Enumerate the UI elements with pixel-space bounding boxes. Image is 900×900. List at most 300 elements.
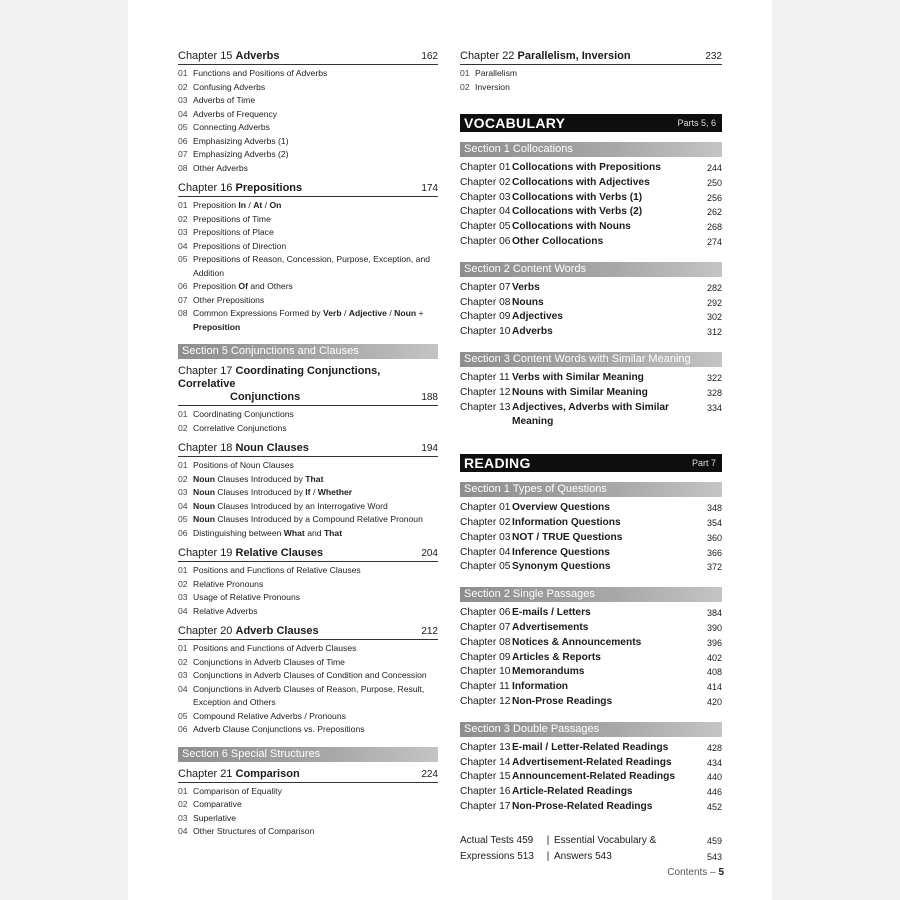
list-item	[178, 500, 438, 514]
chapter-row	[460, 770, 722, 785]
chapter-page: 452	[706, 801, 722, 812]
chapter-number: Chapter 12	[460, 695, 511, 707]
chapter-heading	[178, 182, 438, 197]
chapter-number: Chapter 21	[178, 767, 233, 780]
chapter-title: Parallelism, Inversion	[517, 50, 631, 62]
list-item	[178, 723, 438, 737]
chapter-block	[178, 182, 438, 334]
chapter-title: Non-Prose-Related Readings	[512, 800, 653, 812]
item-list	[178, 785, 438, 839]
chapter-title: Adverbs	[512, 326, 553, 338]
chapter-row	[460, 281, 722, 296]
chapter-page: 366	[706, 547, 722, 558]
chapter-block	[178, 768, 438, 839]
item-number: 04	[178, 605, 188, 616]
item-list	[178, 67, 438, 175]
item-text: Common Expressions Formed by Verb / Adjective / Noun + Preposition	[193, 308, 424, 332]
item-text: Prepositions of Time	[193, 213, 271, 224]
item-text: Functions and Positions of Adverbs	[193, 68, 328, 78]
list-item	[178, 148, 438, 162]
item-text: Prepositions of Direction	[193, 240, 287, 251]
chapter-number: Chapter 14	[460, 756, 511, 768]
chapter-number: Chapter 16	[178, 182, 233, 194]
chapter-heading	[178, 365, 438, 406]
item-number: 01	[460, 68, 470, 78]
part-title: READING	[464, 455, 531, 472]
chapter-number: Chapter 02	[460, 176, 511, 188]
item-number: 08	[178, 162, 188, 173]
chapter-page: 440	[706, 772, 722, 783]
chapter-number: Chapter 05	[460, 221, 511, 233]
item-text: Positions and Functions of Relative Clauses	[193, 565, 361, 575]
chapter-row	[460, 546, 722, 561]
chapter-row	[460, 401, 722, 431]
chapter-title-group	[178, 625, 319, 638]
item-number: 03	[178, 592, 188, 602]
chapter-title: Nouns with Similar Meaning	[512, 386, 648, 398]
list-item	[460, 67, 722, 81]
chapter-number: Chapter 11	[460, 681, 510, 693]
item-number: 03	[178, 95, 188, 105]
chapter-number: Chapter 03	[460, 531, 511, 543]
item-text: Conjunctions in Adverb Clauses of Reason, Purpose, Result, Exception and Others	[193, 683, 425, 707]
chapter-title: Nouns	[512, 296, 544, 308]
item-list	[178, 459, 438, 540]
chapter-row	[460, 161, 722, 176]
item-text: Noun Clauses Introduced by a Compound Relative Pronoun	[193, 514, 423, 524]
chapter-page: 428	[706, 742, 722, 753]
chapter-heading	[178, 625, 438, 640]
chapter-page: 268	[706, 222, 722, 233]
list-item	[178, 785, 438, 799]
item-text: Compound Relative Adverbs / Pronouns	[193, 710, 346, 721]
chapter-page: 354	[706, 517, 722, 528]
chapter-row	[460, 800, 722, 815]
chapter-number: Chapter 07	[460, 281, 511, 293]
chapter-title: Collocations with Nouns	[512, 221, 631, 233]
chapter-row	[460, 741, 722, 756]
list-item	[178, 656, 438, 670]
chapter-row	[460, 310, 722, 325]
part-label: Parts 5, 6	[677, 118, 716, 128]
chapter-page: 420	[706, 696, 722, 707]
item-text: Noun Clauses Introduced by If / Whether	[193, 487, 353, 497]
section-block	[460, 262, 722, 340]
item-text: Comparative	[193, 799, 242, 809]
item-text: Emphasizing Adverbs (1)	[193, 135, 289, 146]
chapter-page: 384	[706, 608, 722, 619]
list-item	[178, 591, 438, 605]
chapter-title: Article-Related Readings	[512, 786, 633, 798]
item-number: 07	[178, 294, 188, 305]
item-number: 02	[178, 422, 188, 433]
chapter-title: Advertisements	[512, 621, 589, 633]
appendix-item: Actual Tests 459	[460, 834, 534, 846]
chapter-number: Chapter 05	[460, 561, 511, 573]
item-text: Preposition Of and Others	[193, 281, 293, 291]
item-number: 02	[178, 81, 188, 92]
chapter-title: Relative Clauses	[235, 547, 323, 559]
list-item	[178, 240, 438, 254]
chapter-block	[178, 50, 438, 175]
item-number: 04	[178, 108, 188, 119]
list-item	[178, 473, 438, 487]
chapter-number: Chapter 18	[178, 442, 233, 454]
list-item	[178, 459, 438, 473]
chapter-page: 312	[706, 327, 722, 338]
chapter-title-group	[178, 442, 309, 455]
item-text: Other Adverbs	[193, 162, 248, 173]
item-text: Adverb Clause Conjunctions vs. Prepositions	[193, 724, 365, 734]
section-bar: Section 6 Special Structures	[178, 747, 438, 762]
chapter-page: 194	[421, 443, 438, 454]
chapter-heading	[178, 442, 438, 457]
chapter-number: Chapter 16	[460, 786, 511, 798]
chapter-title: Collocations with Verbs (1)	[512, 191, 643, 203]
chapter-title-group	[178, 365, 421, 404]
list-item	[178, 564, 438, 578]
list-item	[178, 307, 438, 334]
chapter-row	[460, 636, 722, 651]
footer-page-number: 5	[718, 867, 724, 878]
chapter-block	[178, 365, 438, 435]
chapter-title: Other Collocations	[512, 235, 604, 247]
section-block	[460, 482, 722, 575]
appendix-row	[460, 849, 722, 865]
chapter-page: 262	[706, 207, 722, 218]
chapter-page: 402	[706, 652, 722, 663]
chapter-page: 256	[706, 192, 722, 203]
chapter-page: 250	[706, 177, 722, 188]
item-text: Connecting Adverbs	[193, 122, 270, 132]
chapter-row	[460, 651, 722, 666]
item-number: 05	[178, 254, 188, 264]
part-label: Part 7	[691, 458, 716, 469]
chapter-page: 204	[421, 548, 438, 559]
chapter-row	[460, 756, 722, 771]
chapter-title: Notices & Announcements	[512, 636, 642, 648]
chapter-heading	[178, 768, 438, 783]
item-number: 02	[178, 213, 188, 224]
chapter-row	[460, 665, 722, 680]
chapter-block	[178, 625, 438, 737]
item-number: 01	[178, 200, 188, 210]
chapter-page: 360	[706, 532, 722, 543]
chapter-row	[460, 680, 722, 695]
chapter-number: Chapter 08	[460, 636, 511, 648]
item-text: Prepositions of Place	[193, 227, 274, 237]
chapter-number: Chapter 07	[460, 621, 511, 633]
chapter-title-group	[178, 50, 280, 63]
item-number: 01	[178, 785, 188, 796]
chapter-heading	[178, 50, 438, 65]
chapter-row	[460, 501, 722, 516]
item-text: Positions and Functions of Adverb Clauses	[193, 643, 357, 653]
item-list	[178, 199, 438, 334]
chapter-title: Advertisement-Related Readings	[512, 756, 672, 768]
item-text: Conjunctions in Adverb Clauses of Condition and Concession	[193, 670, 427, 680]
section-bar: Section 1 Collocations	[460, 142, 722, 157]
item-number: 08	[178, 308, 188, 318]
item-number: 03	[178, 670, 188, 680]
list-item	[178, 199, 438, 213]
chapter-title: Non-Prose Readings	[512, 695, 613, 707]
chapter-title: Prepositions	[235, 182, 303, 194]
chapter-title: Collocations with Verbs (2)	[512, 206, 643, 218]
chapter-page: 212	[421, 626, 438, 637]
chapter-page: 334	[706, 402, 722, 413]
item-number: 06	[178, 135, 188, 146]
item-text: Comparison of Equality	[193, 785, 282, 796]
chapter-page: 414	[706, 682, 722, 693]
item-number: 01	[178, 409, 188, 419]
item-number: 03	[178, 227, 188, 237]
item-number: 03	[178, 487, 188, 497]
chapter-row	[460, 560, 722, 575]
chapter-page: 224	[421, 768, 438, 780]
chapter-title: Articles & Reports	[512, 651, 601, 663]
list-item	[178, 513, 438, 527]
part-title: VOCABULARY	[464, 115, 566, 131]
chapter-title: Adjectives, Adverbs with Similar Meaning	[512, 401, 670, 428]
item-number: 02	[178, 578, 188, 589]
chapter-title: Verbs	[512, 281, 540, 293]
chapter-title-continued: Conjunctions	[230, 391, 301, 403]
chapter-title: E-mail / Letter-Related Readings	[512, 741, 669, 753]
list-item	[178, 812, 438, 826]
list-item	[178, 798, 438, 812]
chapter-row	[460, 220, 722, 235]
chapter-number: Chapter 22	[460, 50, 515, 62]
section-block	[460, 352, 722, 430]
list-item	[178, 135, 438, 149]
chapter-page: 446	[706, 787, 722, 798]
item-list	[178, 642, 438, 737]
chapter-page: 274	[706, 236, 722, 247]
item-number: 01	[178, 565, 188, 575]
item-number: 06	[178, 724, 188, 734]
chapter-page: 348	[706, 503, 722, 514]
chapter-page: 328	[706, 387, 722, 398]
chapter-row	[460, 785, 722, 800]
list-item	[178, 642, 438, 656]
item-list	[178, 564, 438, 618]
item-number: 06	[178, 527, 188, 538]
item-text: Relative Adverbs	[193, 605, 258, 616]
document-page	[128, 0, 772, 900]
chapter-title: Information	[512, 681, 569, 693]
chapter-title-line	[178, 365, 421, 391]
appendix-page: 459	[706, 835, 722, 846]
chapter-block	[178, 442, 438, 540]
item-number: 06	[178, 281, 188, 291]
list-item	[178, 710, 438, 724]
item-number: 04	[178, 683, 188, 694]
chapter-number: Chapter 03	[460, 191, 511, 203]
chapter-title: Overview Questions	[512, 502, 610, 514]
chapter-title: Information Questions	[512, 516, 621, 528]
chapter-number: Chapter 19	[178, 547, 233, 559]
list-item	[178, 121, 438, 135]
chapter-page: 372	[706, 562, 722, 573]
item-text: Positions of Noun Clauses	[193, 460, 294, 470]
chapter-title: Comparison	[235, 767, 300, 780]
chapter-title-group	[178, 182, 302, 195]
item-text: Other Structures of Comparison	[193, 826, 315, 836]
right-column	[460, 50, 722, 865]
chapter-title: Adverb Clauses	[235, 625, 319, 637]
chapter-row	[460, 695, 722, 710]
item-number: 05	[178, 122, 188, 132]
item-text: Distinguishing between What and That	[193, 527, 343, 538]
chapter-title: Noun Clauses	[235, 442, 309, 454]
item-text: Noun Clauses Introduced by an Interrogative Word	[193, 500, 388, 511]
chapter-row	[460, 386, 722, 401]
item-list	[460, 67, 722, 94]
item-text: Adverbs of Frequency	[193, 108, 278, 119]
item-text: Adverbs of Time	[193, 95, 256, 105]
chapter-number: Chapter 01	[460, 162, 511, 173]
chapter-title-group	[178, 547, 323, 560]
chapter-row	[460, 531, 722, 546]
item-number: 01	[178, 643, 188, 653]
chapter-title: Collocations with Prepositions	[512, 162, 661, 173]
chapter-page: 434	[706, 757, 722, 768]
item-text: Inversion	[475, 81, 510, 92]
chapter-number: Chapter 01	[460, 502, 511, 514]
item-text: Relative Pronouns	[193, 578, 264, 589]
chapter-number: Chapter 06	[460, 607, 511, 619]
chapter-title-group	[178, 768, 300, 781]
chapter-number: Chapter 17	[178, 365, 233, 377]
list-item	[178, 213, 438, 227]
chapter-title: NOT / TRUE Questions	[512, 531, 623, 543]
chapter-heading	[178, 547, 438, 562]
chapter-number: Chapter 13	[460, 401, 511, 413]
item-number: 02	[178, 473, 188, 484]
appendix-item: Answers 543	[554, 850, 612, 862]
item-number: 01	[178, 68, 188, 78]
chapter-row	[460, 296, 722, 311]
item-number: 01	[178, 460, 188, 470]
left-column	[178, 50, 438, 846]
chapter-title: Memorandums	[512, 666, 585, 678]
chapter-number: Chapter 11	[460, 371, 510, 383]
item-number: 05	[178, 514, 188, 524]
section-bar: Section 3 Double Passages	[460, 722, 722, 737]
page-footer	[667, 867, 724, 878]
item-text: Coordinating Conjunctions	[193, 409, 294, 419]
item-number: 02	[178, 656, 188, 667]
list-item	[178, 67, 438, 81]
item-text: Noun Clauses Introduced by That	[193, 473, 324, 484]
chapter-page: 188	[421, 392, 438, 403]
chapter-title: Coordinating Conjunctions, Correlative	[178, 365, 381, 390]
list-item	[178, 422, 438, 436]
chapter-page: 174	[421, 183, 438, 194]
section-block	[460, 587, 722, 710]
chapter-row	[460, 516, 722, 531]
section-bar: Section 1 Types of Questions	[460, 482, 722, 497]
list-item	[178, 280, 438, 294]
item-number: 02	[460, 81, 470, 92]
chapter-title: E-mails / Letters	[512, 607, 591, 619]
chapter-row	[460, 235, 722, 250]
chapter-page: 322	[706, 372, 722, 383]
appendix-links	[460, 833, 722, 865]
chapter-block	[178, 547, 438, 618]
chapter-block	[460, 50, 722, 94]
chapter-title: Adverbs	[235, 50, 280, 62]
item-list	[178, 408, 438, 435]
chapter-number: Chapter 04	[460, 206, 511, 218]
list-item	[178, 94, 438, 108]
chapter-page: 292	[706, 297, 722, 308]
chapter-title-group	[460, 50, 631, 63]
chapter-page: 162	[421, 51, 438, 62]
footer-label: Contents –	[667, 867, 716, 878]
list-item	[178, 825, 438, 839]
item-text: Emphasizing Adverbs (2)	[193, 149, 289, 159]
section-bar: Section 3 Content Words with Similar Meaning	[460, 352, 722, 367]
chapter-number: Chapter 09	[460, 311, 511, 323]
chapter-number: Chapter 10	[460, 326, 511, 338]
item-number: 05	[178, 710, 188, 721]
chapter-title: Synonym Questions	[512, 561, 611, 573]
item-text: Parallelism	[475, 68, 518, 78]
list-item	[178, 669, 438, 683]
section-bar: Section 5 Conjunctions and Clauses	[178, 344, 438, 359]
chapter-page: 396	[706, 637, 722, 648]
chapter-number: Chapter 15	[178, 50, 233, 62]
list-item	[178, 486, 438, 500]
part-header-bar	[460, 454, 722, 472]
chapter-number: Chapter 13	[460, 741, 511, 753]
chapter-page: 244	[706, 163, 722, 173]
list-item	[178, 81, 438, 95]
chapter-row	[460, 325, 722, 340]
item-number: 03	[178, 812, 188, 823]
list-item	[178, 253, 438, 280]
chapter-title: Collocations with Adjectives	[512, 176, 650, 188]
chapter-number: Chapter 09	[460, 651, 511, 663]
item-number: 04	[178, 240, 188, 251]
section-block	[460, 722, 722, 815]
item-number: 02	[178, 799, 188, 809]
chapter-title: Announcement-Related Readings	[512, 771, 676, 783]
chapter-page: 390	[706, 622, 722, 633]
list-item	[178, 605, 438, 619]
chapter-number: Chapter 08	[460, 296, 511, 308]
list-item	[460, 81, 722, 95]
separator-bar: |	[546, 834, 550, 846]
list-item	[178, 683, 438, 710]
chapter-title: Inference Questions	[512, 546, 610, 558]
appendix-page: 543	[706, 851, 722, 862]
item-text: Confusing Adverbs	[193, 81, 266, 92]
appendix-item: Expressions 513	[460, 850, 534, 862]
list-item	[178, 578, 438, 592]
chapter-number: Chapter 15	[460, 771, 511, 783]
chapter-row	[460, 371, 722, 386]
chapter-number: Chapter 12	[460, 386, 511, 398]
chapter-heading	[460, 50, 722, 65]
chapter-page: 302	[706, 312, 722, 323]
item-text: Preposition In / At / On	[193, 200, 282, 210]
chapter-title: Adjectives	[512, 311, 563, 323]
separator-bar: |	[546, 850, 550, 862]
appendix-item: Essential Vocabulary &	[554, 834, 657, 846]
